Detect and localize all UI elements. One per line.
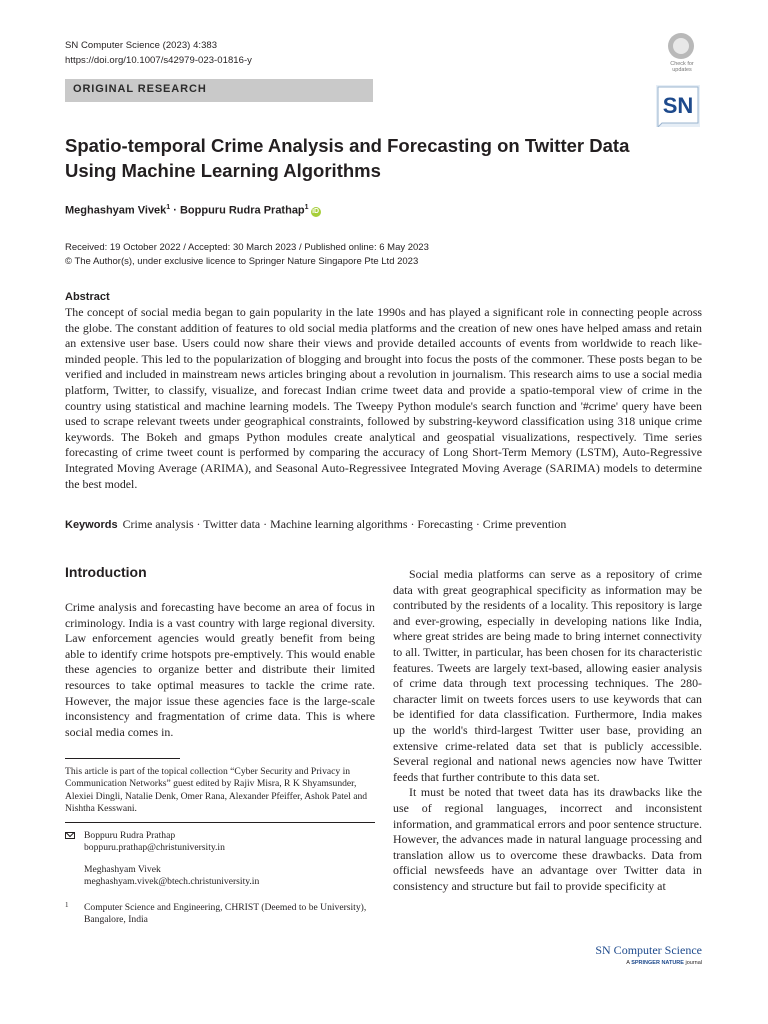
coauthor-name: Meghashyam Vivek	[84, 863, 161, 875]
article-type-label: ORIGINAL RESEARCH	[73, 83, 207, 95]
publisher-prefix: A	[626, 960, 630, 966]
paragraph: It must be noted that tweet data has its drawbacks like the use of regional languages, incorrect and inconsistent information, and grammatical errors and poor sentence structure. However, the advances made in natural language processing and translation allow us to overcome these drawbacks. Data from official newsfeeds have an advantage over Twitter data in consistency and structure but fail to provide specificity at	[393, 785, 702, 893]
journal-citation: SN Computer Science (2023) 4:383	[65, 40, 218, 51]
keywords-label: Keywords	[65, 519, 118, 531]
orcid-icon[interactable]: iD	[312, 207, 320, 215]
article-type-badge	[65, 79, 373, 102]
check-for-updates-button[interactable]	[662, 31, 702, 71]
right-column	[393, 567, 702, 894]
footnote-divider	[65, 758, 180, 759]
corresponding-author-email[interactable]: boppuru.prathap@christuniversity.in	[84, 842, 225, 854]
article-history: Received: 19 October 2022 / Accepted: 30 March 2023 / Published online: 6 May 2023	[65, 242, 429, 253]
affiliation-number: 1	[65, 901, 69, 909]
corresponding-author-name: Boppuru Rudra Prathap	[84, 830, 176, 841]
correspondence-divider	[65, 822, 375, 823]
collection-footnote: This article is part of the topical collection “Cyber Security and Privacy in Communication Networks” guest edited by Rajiv Misra, R K Shyamsunder, Alexiei Dingli, Natalie Denk, Omer Rana, Alexander Pfeiffer, Ashok Patel and Nishtha Kesswani.	[65, 766, 368, 815]
affiliation-text: Computer Science and Engineering, CHRIST (Deemed to be University), Bangalore, India	[84, 902, 367, 926]
publication-dates	[65, 241, 429, 269]
footer-journal-name: SN Computer Science	[595, 943, 702, 957]
left-column	[65, 600, 375, 740]
affiliation-marker: 1	[166, 204, 171, 211]
article-title: Spatio-temporal Crime Analysis and Forecasting on Twitter Data Using Machine Learning Algorithms	[65, 135, 630, 181]
coauthor-email[interactable]: meghashyam.vivek@btech.christuniversity.in	[84, 876, 260, 888]
envelope-icon	[65, 832, 75, 839]
author-separator: ·	[170, 204, 180, 217]
publisher-name: SPRINGER NATURE	[631, 960, 684, 966]
publisher-suffix: journal	[685, 960, 702, 966]
sn-journal-logo	[654, 83, 702, 127]
abstract-heading: Abstract	[65, 291, 110, 303]
author-name[interactable]: Meghashyam Vivek	[65, 204, 167, 217]
paragraph: Social media platforms can serve as a repository of crime data with great geographical specificity as information may be contributed by the residents of a locality. This repository is large and ever-growing, especially in developing nations like India, where great strides are being made to bring internet connectivity to all. Twitter, in particular, has been chosen for its characteristic features. Tweets are largely text-based, allowing easier analysis of crime data through text processing techniques. The 280-character limit on tweets forces users to use keywords that can be identified for data classification. Furthermore, India makes up the world's third-largest Twitter user base, providing an extensive crime-related data set that is publicly accessible. Several regional and national news agencies now have Twitter feeds that further contribute to this data set.	[393, 567, 702, 784]
paragraph: Crime analysis and forecasting have become an area of focus in criminology. India is a vast country with large regional diversity. Law enforcement agencies would greatly benefit from being able to identify crime hotspots pre-emptively. This would enable these agencies to organize better and distribute their limited resources to take optimal measures to tackle the crime rate. However, the major issue these agencies face is the large-scale inconsistency and fragmentation of crime data. This is where social media comes in.	[65, 600, 375, 739]
abstract-text: The concept of social media began to gain popularity in the late 1990s and has played a significant role in connecting people across the globe. The constant addition of features to old social media platforms and the creation of new ones have helped amass and retain an extensive user base. Users could now share their views and provide detailed accounts of events from worldwide to reach like-minded people. This led to the popularization of blogging and brought into focus the posts of the commoner. These posts began to be verified and included in mainstream news articles bringing about a revolution in journalism. This research aims to use a social media platform, Twitter, to classify, visualize, and forecast Indian crime tweet data and provide a spatio-temporal view of crime in the country using statistical and machine learning models. The Tweepy Python module's search function and '#crime' query have been used to scrape relevant tweets under geographical constraints, followed by substring-keyword classification using 318 unique crime keywords. The Bokeh and gmaps Python modules create analytical and geospatial visualizations, respectively. Time series forecasting of crime tweet count is performed by comparing the accuracy of Long Short-Term Memory (LSTM), Auto-Regressive Integrated Moving Average (ARIMA), and Seasonal Auto-Regressivee Integrated Moving Average (SARIMA) models to determine the best model.	[65, 305, 702, 491]
copyright-notice: © The Author(s), under exclusive licence to Springer Nature Singapore Pte Ltd 2023	[65, 256, 419, 267]
section-heading-introduction: Introduction	[65, 564, 147, 580]
doi-link[interactable]: https://doi.org/10.1007/s42979-023-01816-y	[65, 55, 252, 66]
author-name[interactable]: Boppuru Rudra Prathap	[179, 204, 305, 217]
sn-logo-text: SN	[662, 93, 694, 118]
affiliation-marker: 1	[304, 204, 309, 211]
author-list	[65, 204, 321, 217]
check-updates-label: Check for updates	[670, 61, 694, 73]
correspondence-block	[65, 830, 375, 889]
affiliation-block	[65, 902, 375, 927]
keywords	[65, 517, 566, 532]
keywords-list: Crime analysis · Twitter data · Machine learning algorithms · Forecasting · Crime prevention	[122, 517, 567, 531]
footer-publisher	[626, 960, 702, 966]
